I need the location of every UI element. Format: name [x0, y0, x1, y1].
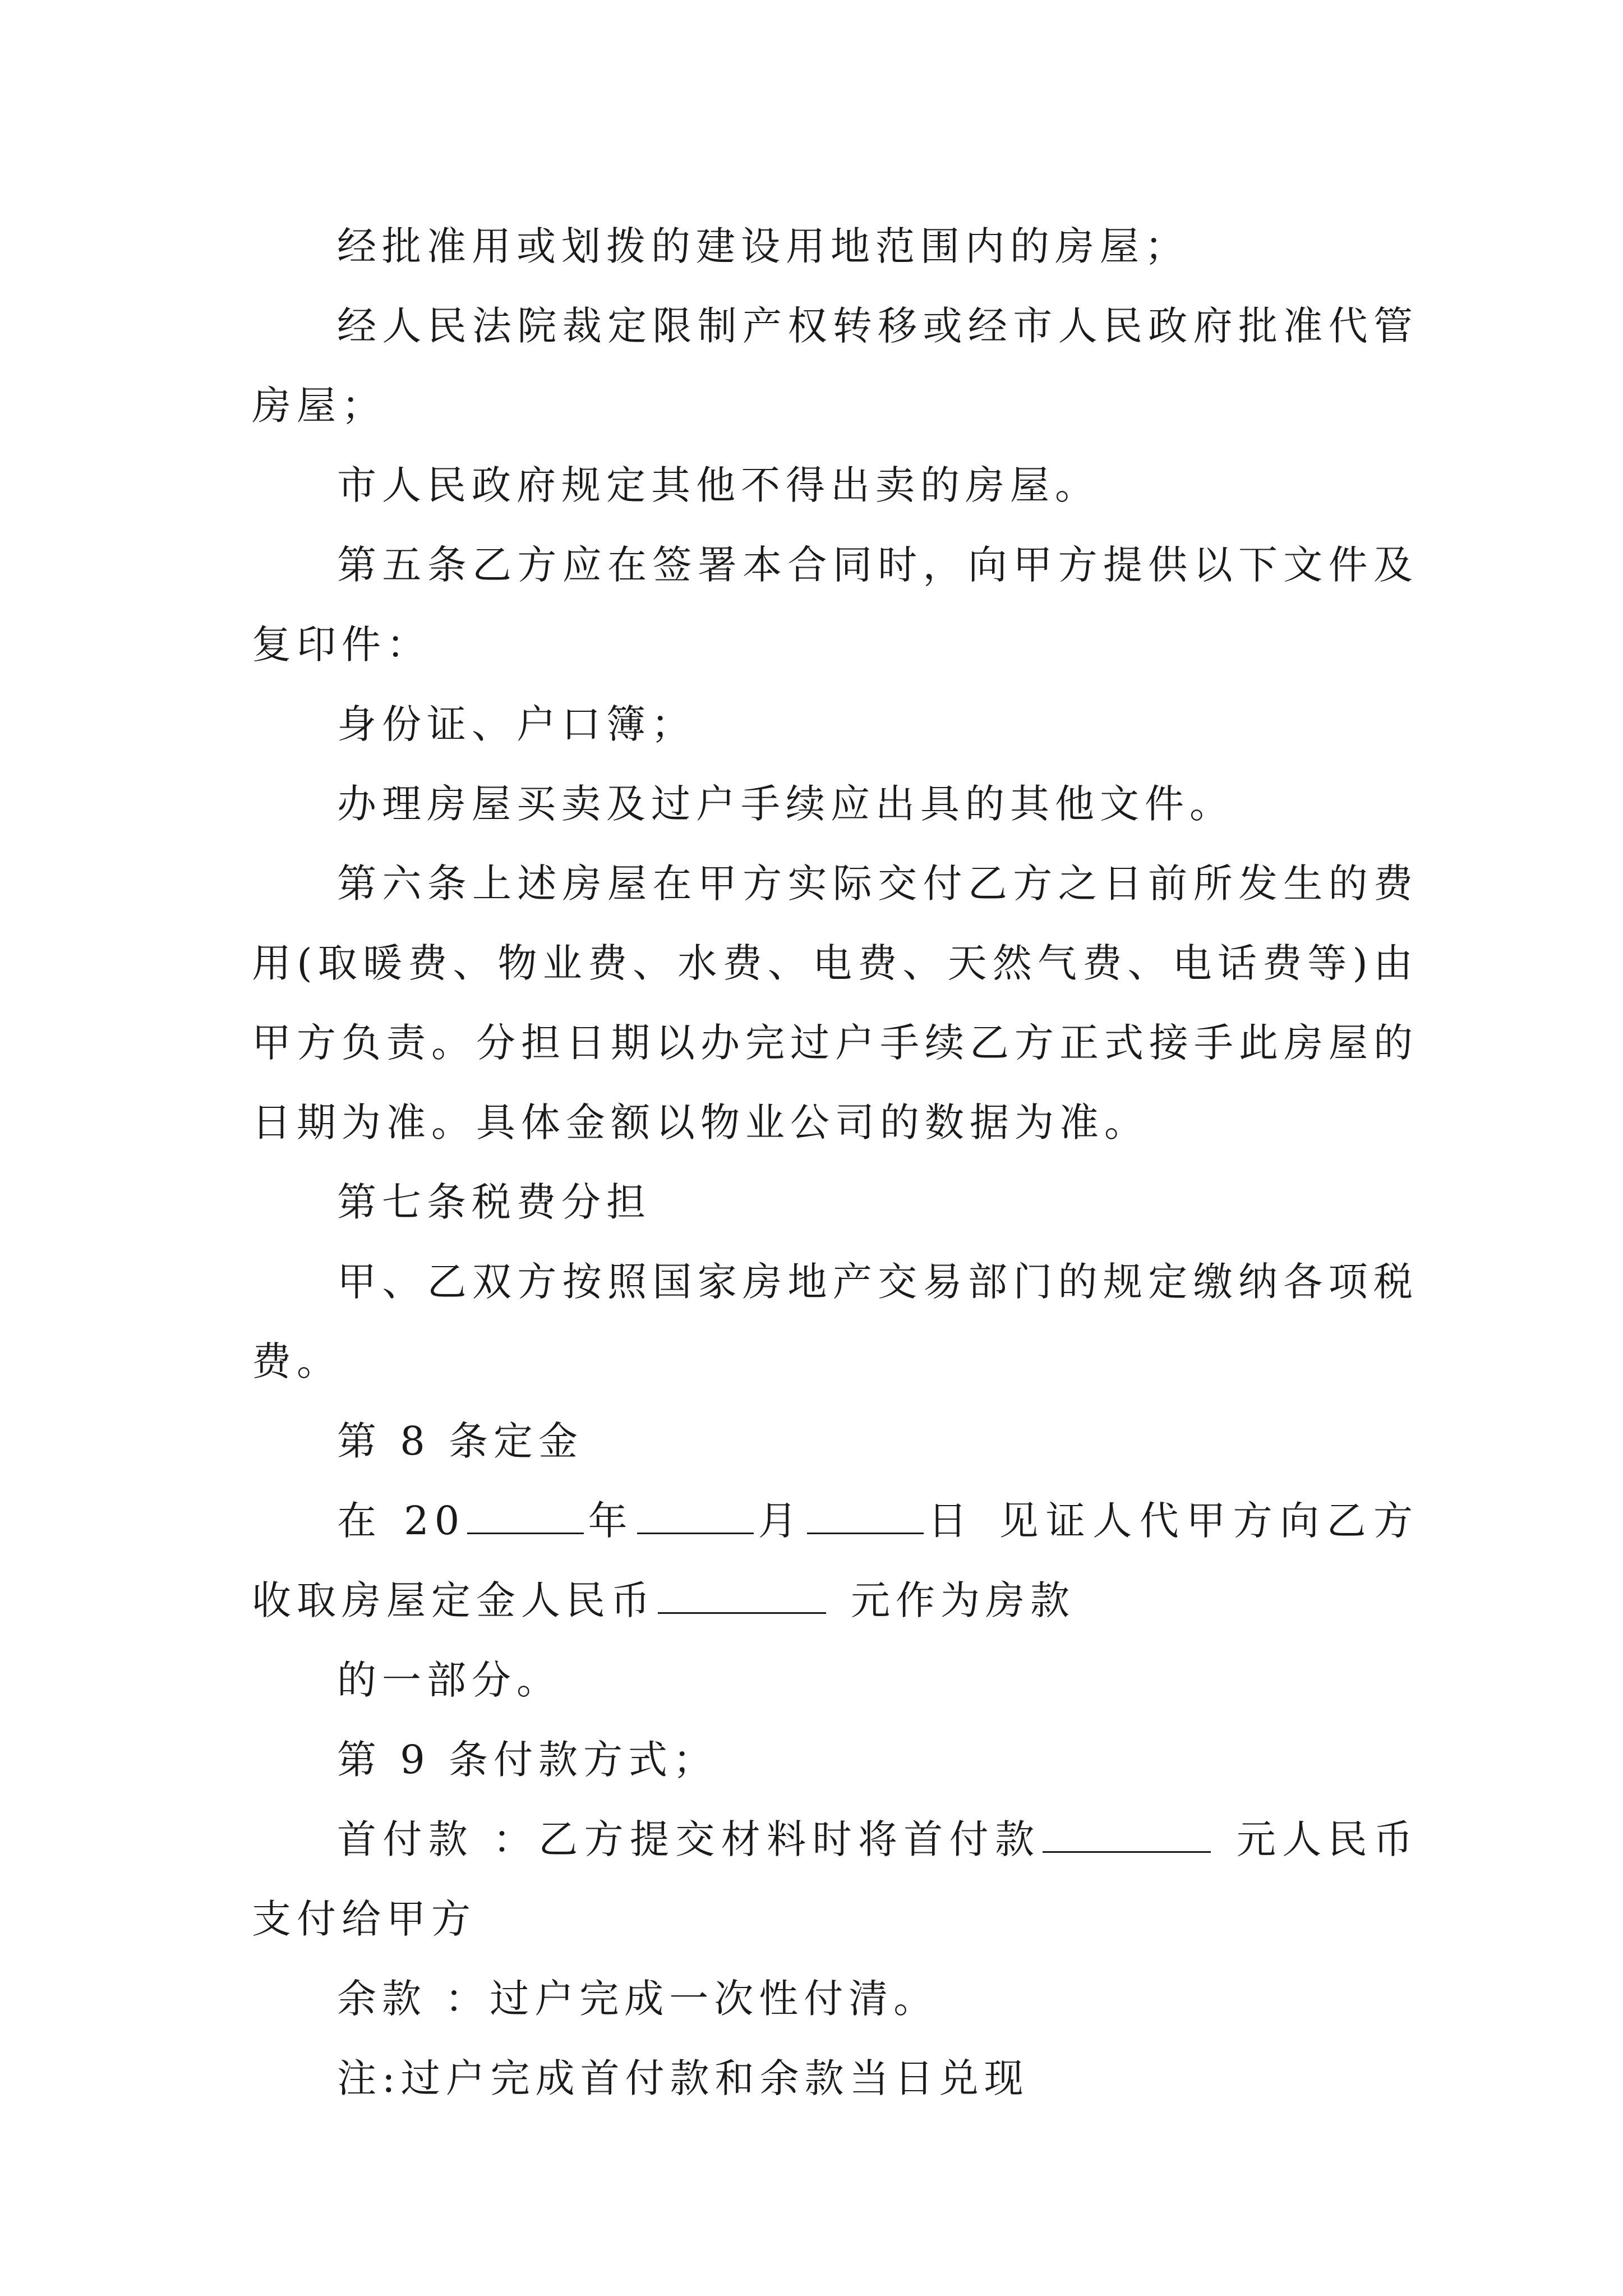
deposit-prefix: 在 20	[337, 1498, 465, 1544]
deposit-paragraph	[252, 1481, 1418, 1640]
month-label: 月	[756, 1498, 805, 1544]
contract-body	[252, 206, 1418, 2118]
down-payment-amount-blank	[1043, 1819, 1211, 1853]
paragraph: 第 8 条定金	[337, 1418, 584, 1464]
paragraph: 甲、乙双方按照国家房地产交易部门的规定缴纳各项税费。	[252, 1259, 1418, 1384]
deposit-amount-blank	[658, 1580, 826, 1614]
paragraph: 市人民政府规定其他不得出卖的房屋。	[337, 462, 1100, 508]
paragraph: 经人民法院裁定限制产权转移或经市人民政府批准代管房屋；	[252, 303, 1418, 429]
paragraph: 经批准用或划拨的建设用地范围内的房屋；	[337, 223, 1189, 269]
deposit-text-end: 元作为房款	[851, 1577, 1075, 1623]
day-blank	[807, 1500, 924, 1534]
down-payment-paragraph	[252, 1800, 1418, 1959]
day-label: 日	[926, 1498, 975, 1544]
year-blank	[467, 1500, 584, 1534]
paragraph: 的一部分。	[337, 1657, 561, 1703]
paragraph: 余款 ：过户完成一次性付清。	[337, 1976, 939, 2022]
deposit-text: 见证人代甲方向乙方收取房屋定金人民币	[252, 1498, 1419, 1623]
month-blank	[637, 1500, 754, 1534]
paragraph: 第六条上述房屋在甲方实际交付乙方之日前所发生的费用(取暖费、物业费、水费、电费、天然气费、电话费等)由甲方负责。分担日期以办完过户手续乙方正式接手此房屋的日期为准。具体金额以物业公司的数据为准。	[252, 861, 1418, 1145]
down-payment-text: 首付款 ：乙方提交材料时将首付款	[337, 1816, 1041, 1862]
paragraph: 办理房屋买卖及过户手续应出具的其他文件。	[337, 781, 1234, 827]
year-label: 年	[586, 1498, 635, 1544]
down-payment-text-end: 元人民币支付给甲方	[252, 1816, 1419, 1942]
paragraph: 第 9 条付款方式；	[337, 1737, 718, 1783]
paragraph: 身份证、户口簿；	[337, 701, 696, 747]
paragraph: 第七条税费分担	[337, 1179, 651, 1225]
paragraph: 注:过户完成首付款和余款当日兑现	[337, 2055, 1029, 2101]
paragraph: 第五条乙方应在签署本合同时，向甲方提供以下文件及复印件：	[252, 542, 1418, 668]
